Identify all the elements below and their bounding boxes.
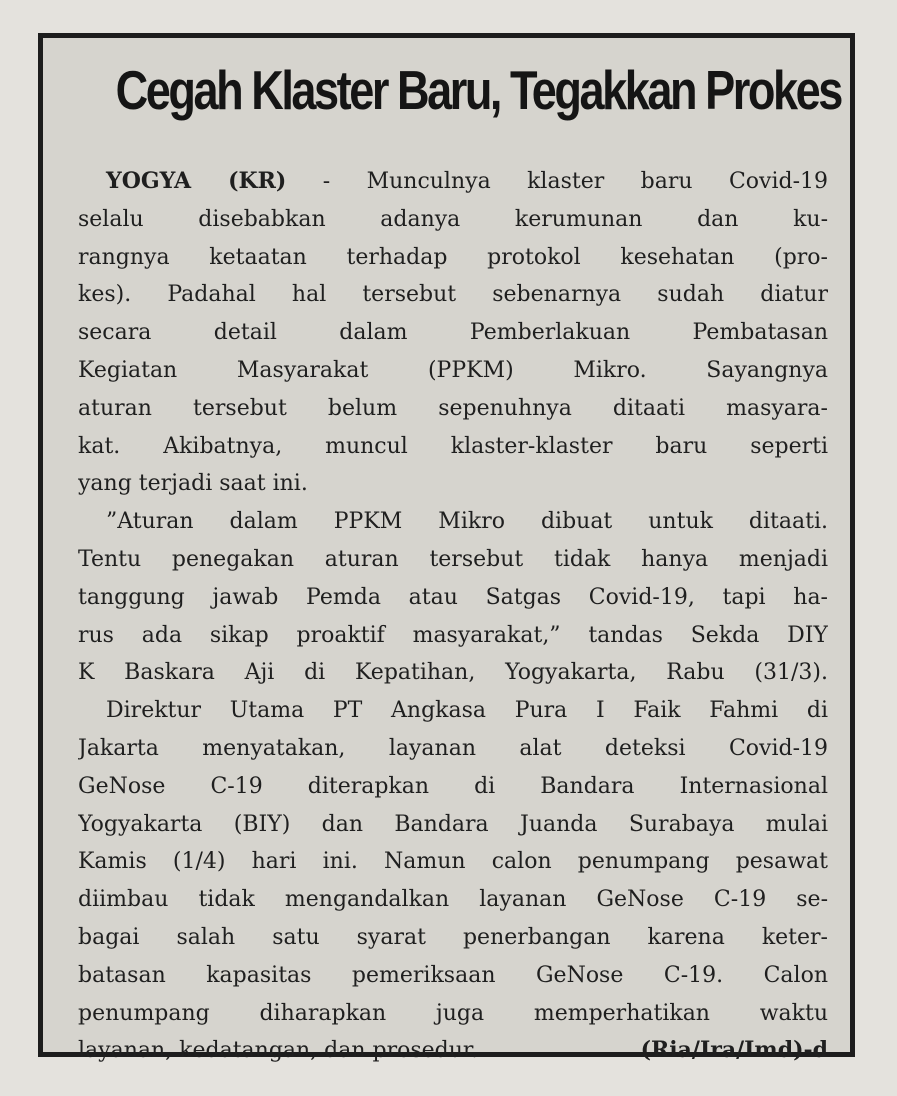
article-line: penumpang diharapkan juga memperhatikan waktu bbox=[78, 1000, 828, 1026]
article-line: batasan kapasitas pemeriksaan GeNose C-19. Calon bbox=[78, 962, 828, 988]
article-line: secara detail dalam Pemberlakuan Pembatasan bbox=[78, 320, 828, 346]
article-line: Kamis (1/4) hari ini. Namun calon penumpang pesawat bbox=[78, 849, 828, 875]
article-line: K Baskara Aji di Kepatihan, Yogyakarta, Rabu (31/3). bbox=[78, 660, 828, 686]
article-line: rus ada sikap proaktif masyarakat,” tandas Sekda DIY bbox=[78, 622, 828, 648]
newspaper-clipping bbox=[38, 33, 855, 1064]
article-line: GeNose C-19 diterapkan di Bandara Internasional bbox=[78, 773, 828, 799]
article-line: Yogyakarta (BIY) dan Bandara Juanda Surabaya mulai bbox=[78, 811, 828, 837]
article-line: Tentu penegakan aturan tersebut tidak hanya menjadi bbox=[78, 546, 828, 572]
article-line: selalu disebabkan adanya kerumunan dan ku- bbox=[78, 206, 828, 232]
headline: Cegah Klaster Baru, Tegakkan Prokes bbox=[115, 59, 841, 121]
article-line: Kegiatan Masyarakat (PPKM) Mikro. Sayangnya bbox=[78, 357, 828, 383]
article-line-text: layanan, kedatangan, dan prosedur. bbox=[78, 1038, 479, 1064]
article-line: yang terjadi saat ini. bbox=[78, 471, 308, 497]
article-line: tanggung jawab Pemda atau Satgas Covid-19, tapi ha- bbox=[78, 584, 828, 610]
article-line: kes). Padahal hal tersebut sebenarnya sudah diatur bbox=[78, 282, 828, 308]
article-line: Direktur Utama PT Angkasa Pura I Faik Fahmi di bbox=[106, 698, 828, 724]
article-line: ”Aturan dalam PPKM Mikro dibuat untuk ditaati. bbox=[106, 509, 828, 535]
article-line-text: - Munculnya klaster baru Covid-19 bbox=[286, 169, 828, 194]
article-line bbox=[78, 163, 828, 201]
article-body bbox=[78, 163, 828, 1070]
article-line: kat. Akibatnya, muncul klaster-klaster baru seperti bbox=[78, 433, 828, 459]
article-line: diimbau tidak mengandalkan layanan GeNose C-19 se- bbox=[78, 887, 828, 913]
closing-line bbox=[78, 1032, 828, 1070]
dateline: YOGYA (KR) bbox=[106, 168, 287, 194]
article-line: bagai salah satu syarat penerbangan karena keter- bbox=[78, 924, 828, 950]
article-line: aturan tersebut belum sepenuhnya ditaati masyara- bbox=[78, 395, 828, 421]
article-line: Jakarta menyatakan, layanan alat deteksi Covid-19 bbox=[78, 735, 828, 761]
byline: (Ria/Ira/Imd)-d bbox=[640, 1037, 828, 1064]
article-line: rangnya ketaatan terhadap protokol kesehatan (pro- bbox=[78, 244, 828, 270]
